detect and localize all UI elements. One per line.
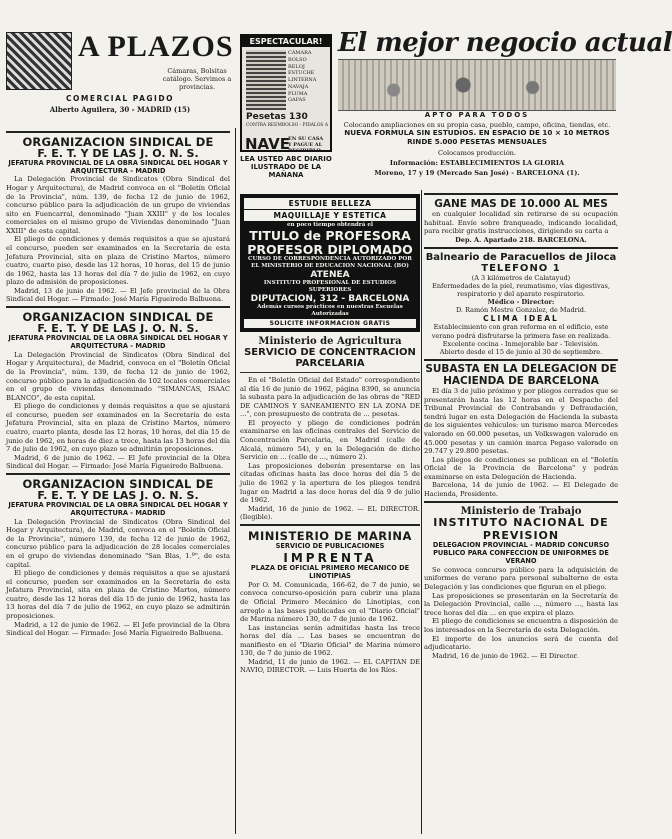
column-rule	[235, 128, 236, 834]
nave-figure-image	[246, 50, 286, 110]
ad-nave-list: CÁMARA BOLSO RELOJ ESTUCHE LINTERNA NAVAJA PLUMA GAFAS	[288, 50, 317, 104]
article-trabajo: Ministerio de Trabajo INSTITUTO NACIONAL DE PREVISION DELEGACION PROVINCIAL - MADRID CONCURSO PUBLICO PARA CONFECCION DE UNIFORMES DE VERANO Se convoca concurso público para la adquisición de uniformes de verano para personal subalterno de esta Delegación y las condiciones que figuran en el pliego. Las proposiciones se presentarán en la Secretaría de la Delegación Provincial, calle ..., número ..., hasta las trece horas del día ... en que expira el plazo. El pliego de condiciones se encuentra a disposición de los interesados en la Secretaría de esta Delegación. El importe de los anuncios será de cuenta del adjudicatario. Madrid, 16 de junio de 1962. — El Director.	[424, 505, 618, 660]
article-agricultura: Ministerio de Agricultura SERVICIO DE CONCENTRACION PARCELARIA En el "Boletín Oficial del Estado" correspondiente al día 16 de junio de 1962, página 8390, se anuncia la subasta para la adjudicación de las obras de "RED DE CAMINOS Y SANEAMIENTO EN LA ZONA DE ...", con presupuesto de contrata de ... pesetas. El proyecto y pliego de condiciones podrán examinarse en las oficinas centrales del Servicio de Concentración Parcelaria, en Madrid (calle de Alcalá, número 54), y en la Delegación de dicho Servicio en ... (calle de ..., número 2). Las proposiciones deberán presentarse en las citadas oficinas hasta las doce horas del día 5 de julio de 1962 y la apertura de los pliegos tendrá lugar en Madrid a las doce horas del día 9 de julio de 1962. Madrid, 16 de junio de 1962. — EL DIRECTOR. (Ilegible).	[240, 336, 420, 521]
ad-plazos-firm: COMERCIAL PAGIDO	[66, 94, 174, 103]
ad-plazos-subtitle: Cámaras, Bolsitas catálogo. Servimos a provincias.	[162, 67, 232, 91]
column-2	[240, 192, 420, 834]
negocio-image	[338, 59, 616, 111]
article-sindical-3: ORGANIZACION SINDICAL DE F. E. T. Y DE LAS J. O. N. S. JEFATURA PROVINCIAL DE LA OBRA SINDICAL DEL HOGAR Y ARQUITECTURA - MADRID La Delegación Provincial de Sindicatos (Obra Sindical del Hogar y Arquitectura), de Madrid, convoca en el "Boletín Oficial de la Provincia", número 139, de fecha 12 de junio de 1962, concurso público para la adjudicación de 28 locales comerciales en el grupo de viviendas denominado "San Blas, 1.º", de esta capital. El pliego de condiciones y demás requisitos a que se ajustará el concurso, pueden ser examinados en la Secretaría de esta Jefatura Provincial, sita en plaza de Cristino Martos, número cuatro, desde las 12 horas del día 15 de junio de 1962, hasta las 13 horas del día 7 de julio de 1962, en cuyo plazo se admitirán proposiciones. Madrid, a 12 de junio de 1962. — El Jefe provincial de la Obra Sindical del Hogar. — Firmado: José María Figueiredo Balbuena.	[6, 477, 230, 637]
ad-abc-footer: LEA USTED ABC DIARIO ILUSTRADO DE LA MAÑANA	[240, 155, 332, 180]
ad-nave-tag: EN SU CASA Y PAGUE AL RECIBIRLO	[288, 136, 324, 154]
column-rule	[421, 190, 422, 834]
ad-nave-price: Pesetas 130	[246, 112, 308, 122]
ad-gane: GANE MAS DE 10.000 AL MES en cualquier localidad sin retirarse de su ocupación habitual. Envíe sobre franqueado, indicando localidad, para recibir gratis instrucciones, dirigiendo su carta a Dep. A. Apartado 218. BARCELONA.	[424, 198, 618, 244]
ad-mejor-negocio: El mejor negocio actual APTO PARA TODOS Colocando ampliaciones en su propia casa, pueblo, campo, oficina, tiendas, etc. NUEVA FORMULA SIN ESTUDIOS. EN ESPACIO DE 10 × 10 METROS RINDE 5.000 PESETAS MENSUALES Colocamos producción. Información: ESTABLECIMIENTOS LA GLORIA Moreno, 17 y 19 (Mercado San José) - BARCELONA (1).	[338, 28, 672, 177]
ad-nave-header: ESPECTACULAR!	[242, 36, 330, 47]
article-sindical-1: ORGANIZACION SINDICAL DE F. E. T. Y DE LAS J. O. N. S. JEFATURA PROVINCIAL DE LA OBRA SINDICAL DEL HOGAR Y ARQUITECTURA - MADRID La Delegación Provincial de Sindicatos (Obra Sindical del Hogar y Arquitectura), de Madrid convoca en el "Boletín Oficial de la Provincia", núm. 139, de fecha 12 de junio de 1962, concurso público para la adjudicación de un grupo de viviendas sito en Fuencarral, denominado "Juan XXIII" y de los locales comerciales en el mismo grupo de Viviendas denominado "Juan XXIII" de esta capital. El pliego de condiciones y demás requisitos a que se ajustará el concurso, pueden ser examinados en la Secretaría de esta Jefatura Provincial, sita en plaza de Cristino Martos, número cuatro, cuarto piso, desde las 12 horas, 10 horas, del 15 de junio de 1962, hasta las 13 horas del día 7 de julio de 1962, en cuyo plazo de admisión de proposiciones. Madrid, 13 de junio de 1962. — El Jefe provincial de la Obra Sindical del Hogar. — Firmado: José María Figueiredo Balbuena.	[6, 135, 230, 304]
column-1	[6, 128, 230, 834]
article-sindical-2: ORGANIZACION SINDICAL DE F. E. T. Y DE LAS J. O. N. S. JEFATURA PROVINCIAL DE LA OBRA SINDICAL DEL HOGAR Y ARQUITECTURA - MADRID La Delegación Provincial de Sindicatos (Obra Sindical del Hogar y Arquitectura), de Madrid, convoca en el "Boletín Oficial de la Provincia", núm. 139, de fecha 12 de junio de 1962, concurso público para la adjudicación de 102 locales comerciales en el grupo de viviendas denominado "SIMANCAS, ISAAC BLANCO", de esta capital. El pliego de condiciones y demás requisitos a que se ajustará el concurso, pueden ser examinados en la Secretaría de esta Jefatura Provincial, sita en plaza de Cristino Martos, número cuatro, cuarto planta, desde las 12 horas, 10 horas, del día 15 de junio de 1962, en horas de diez a trece, hasta las 13 horas del día 7 de julio de 1962, en cuyo plazo se admitirán proposiciones. Madrid, 6 de junio de 1962. — El Jefe provincial de la Obra Sindical del Hogar. — Firmado: José María Figueiredo Balbuena.	[6, 310, 230, 470]
ad-nave-small: CONTRA REEMBOLSO - PIDALOS A	[246, 123, 328, 128]
ad-plazos-address: Alberto Aguilera, 30 - MADRID (15)	[49, 105, 191, 114]
ad-balneario: Balneario de Paracuellos de Jiloca TELEFONO 1 (A 3 kilómetros de Calatayud) Enfermedades de la piel, reumatismo, vías digestivas, respiratorio y del aparato respiratorio. Médico - Director: D. Ramón Mestre Gonzalez, de Madrid. CLIMA IDEAL Establecimiento con gran reforma en el edificio, este verano podrá disfrutarse la primera fase en realizada. Excelente cocina - Inmejorable bar - Televisión. Abierto desde el 15 de junio al 30 de septiembre.	[425, 251, 617, 356]
ad-negocio-title: El mejor negocio actual	[338, 28, 672, 58]
ad-nave-word: NAVE	[245, 135, 290, 153]
ad-estudie-belleza: ESTUDIE BELLEZA MAQUILLAJE Y ESTETICA en poco tiempo obtendrá el TITULO de PROFESORA PROFESOR DIPLOMADO CURSO DE CORRESPONDENCIA AUTORIZADO POR EL MINISTERIO DE EDUCACION NACIONAL (BO) ATENEA INSTITUTO PROFESIONAL DE ESTUDIOS SUPERIORES DIPUTACION, 312 - BARCELONA Además cursos prácticos en nuestras Escuelas Autorizadas SOLICITE INFORMACION GRATIS	[240, 194, 420, 332]
article-subasta: SUBASTA EN LA DELEGACION DE HACIENDA DE BARCELONA El día 3 de julio próximo y por pliegos cerrados que se presentarán hasta las 12 horas en el Despacho del Tribunal Provincial de Contrabando y Defraudación, tendrá lugar en esta Delegación de Hacienda la subasta de los siguientes vehículos: un turismo marca Mercedes valorado en 60.000 pesetas, un Volkswagen valorado en 45.000 pesetas y un camión marca Pegaso valorado en 29.747 y 29.800 pesetas. Los pliegos de condiciones se publican en el "Boletín Oficial de la Provincia de Barcelona" y podrán examinarse en esta Delegación de Hacienda. Barcelona, 14 de junio de 1962. — El Delegado de Hacienda, Presidente.	[424, 362, 618, 498]
ad-nave	[240, 34, 332, 186]
ad-negocio-apto: APTO PARA TODOS	[424, 111, 530, 119]
article-marina: MINISTERIO DE MARINA SERVICIO DE PUBLICACIONES IMPRENTA PLAZA DE OFICIAL PRIMERO MECANICO DE LINOTIPIAS Por O. M. Comunicada, 166-62, de 7 de junio, se convoca concurso-oposición para cubrir una plaza de Oficial Primero Mecánico de Linotipias, con arreglo a las bases publicadas en el "Diario Oficial" de Marina número 130, de 7 de junio de 1962. Las instancias serán admitidas hasta las trece horas del día ... Las bases se encuentran de manifiesto en el "Diario Oficial" de Marina número 130, de 7 de junio de 1962. Madrid, 11 de junio de 1962. — EL CAPITAN DE NAVIO, DIRECTOR. — Luis Huerta de los Ríos.	[240, 529, 420, 675]
camera-image	[6, 32, 72, 90]
ad-a-plazos	[6, 32, 236, 124]
column-3	[424, 190, 618, 834]
ad-plazos-title: A PLAZOS	[78, 30, 234, 63]
